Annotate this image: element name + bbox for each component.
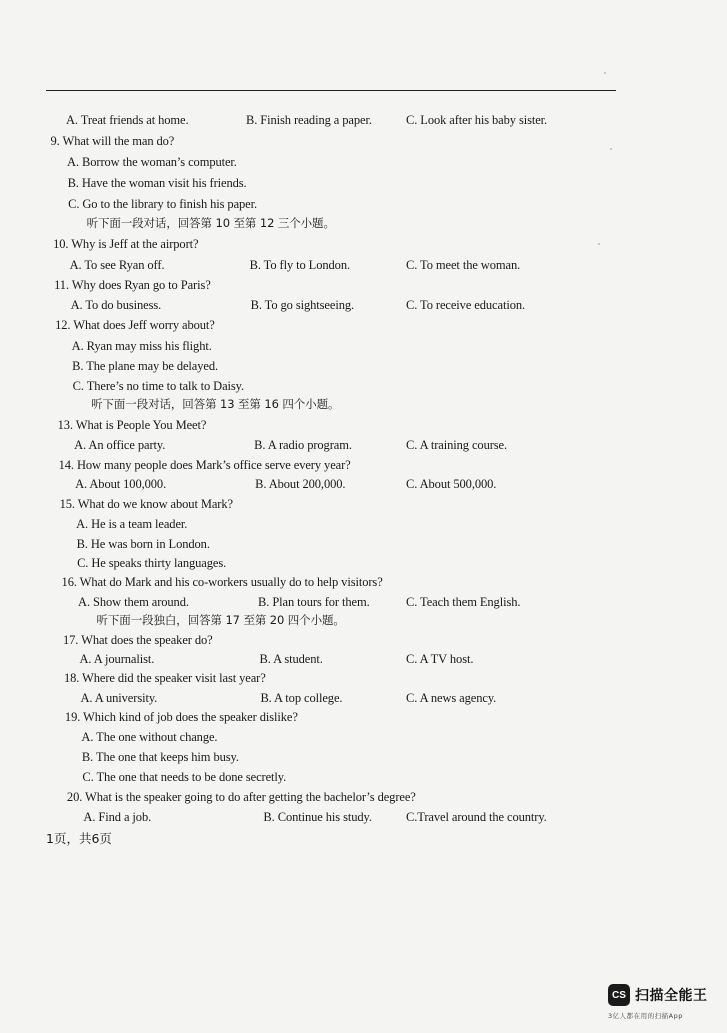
question-text: 13. What is People You Meet? xyxy=(57,418,207,432)
option-c: C. About 500,000. xyxy=(406,477,497,491)
option-text: A. Borrow the woman’s computer. xyxy=(67,155,237,169)
question-text: 18. Where did the speaker visit last year? xyxy=(63,671,266,685)
option-a: A. A journalist. xyxy=(79,652,155,666)
option-c: C. To meet the woman. xyxy=(406,258,521,272)
option-a: A. To see Ryan off. xyxy=(69,258,165,272)
option-c: C. Look after his baby sister. xyxy=(406,113,548,127)
option-text: C. Go to the library to finish his paper. xyxy=(68,197,258,211)
option-b: B. To go sightseeing. xyxy=(250,298,355,312)
option-b: B. Continue his study. xyxy=(263,810,372,824)
question-text: 20. What is the speaker going to do after getting the bachelor’s degree? xyxy=(66,790,416,804)
option-b: B. About 200,000. xyxy=(255,477,346,491)
option-text: C. The one that needs to be done secretly. xyxy=(82,770,287,784)
option-c: C. A news agency. xyxy=(406,691,497,705)
question-text: 19. Which kind of job does the speaker dislike? xyxy=(64,710,298,724)
question-text: 16. What do Mark and his co-workers usually do to help visitors? xyxy=(61,575,383,589)
option-text: B. Have the woman visit his friends. xyxy=(67,176,247,190)
option-b: B. Plan tours for them. xyxy=(258,595,370,609)
option-b: B. A top college. xyxy=(260,691,343,705)
option-c: C. To receive education. xyxy=(406,298,526,312)
question-text: 15. What do we know about Mark? xyxy=(59,497,233,511)
option-c: C. A TV host. xyxy=(406,652,474,666)
option-text: A. Ryan may miss his flight. xyxy=(71,339,212,353)
option-text: A. The one without change. xyxy=(81,730,218,744)
option-c: C. A training course. xyxy=(406,438,508,452)
option-c: C.Travel around the country. xyxy=(406,810,547,824)
option-text: C. There’s no time to talk to Daisy. xyxy=(72,379,245,393)
option-a: A. A university. xyxy=(80,691,158,705)
option-text: A. He is a team leader. xyxy=(76,517,188,531)
question-text: 9. What will the man do? xyxy=(50,134,175,148)
scan-speck xyxy=(610,148,612,150)
option-c: C. Teach them English. xyxy=(406,595,521,609)
question-text: 12. What does Jeff worry about? xyxy=(55,318,215,332)
option-b: B. To fly to London. xyxy=(249,258,350,272)
option-a: A. About 100,000. xyxy=(75,477,167,491)
question-text: 10. Why is Jeff at the airport? xyxy=(53,237,199,251)
option-text: C. He speaks thirty languages. xyxy=(77,556,227,570)
option-text: B. The plane may be delayed. xyxy=(72,359,219,373)
camscanner-logo-icon: CS xyxy=(608,984,630,1006)
question-text: 14. How many people does Mark’s office serve every year? xyxy=(58,458,351,472)
option-a: A. An office party. xyxy=(74,438,166,452)
option-b: B. A radio program. xyxy=(254,438,352,452)
instruction-text: 听下面一段对话，回答第 13 至第 16 四个小题。 xyxy=(91,397,340,411)
instruction-text: 听下面一段对话，回答第 10 至第 12 三个小题。 xyxy=(86,216,335,230)
option-a: A. To do business. xyxy=(70,298,162,312)
instruction-text: 听下面一段独白，回答第 17 至第 20 四个小题。 xyxy=(96,613,345,627)
header-rule xyxy=(46,90,616,91)
page-number: 1页，共6页 xyxy=(46,831,112,846)
option-a: A. Show them around. xyxy=(78,595,189,609)
question-text: 11. Why does Ryan go to Paris? xyxy=(54,278,211,292)
option-a: A. Find a job. xyxy=(83,810,152,824)
question-text: 17. What does the speaker do? xyxy=(63,633,213,647)
camscanner-name: 扫描全能王 xyxy=(635,988,708,1004)
option-b: B. Finish reading a paper. xyxy=(246,113,372,127)
scan-speck xyxy=(598,243,600,245)
camscanner-tagline: 3亿人都在用的扫描App xyxy=(608,1012,683,1020)
option-text: B. The one that keeps him busy. xyxy=(81,750,239,764)
option-b: B. A student. xyxy=(259,652,323,666)
scan-speck xyxy=(604,72,606,74)
option-a: A. Treat friends at home. xyxy=(66,113,189,127)
option-text: B. He was born in London. xyxy=(76,537,210,551)
